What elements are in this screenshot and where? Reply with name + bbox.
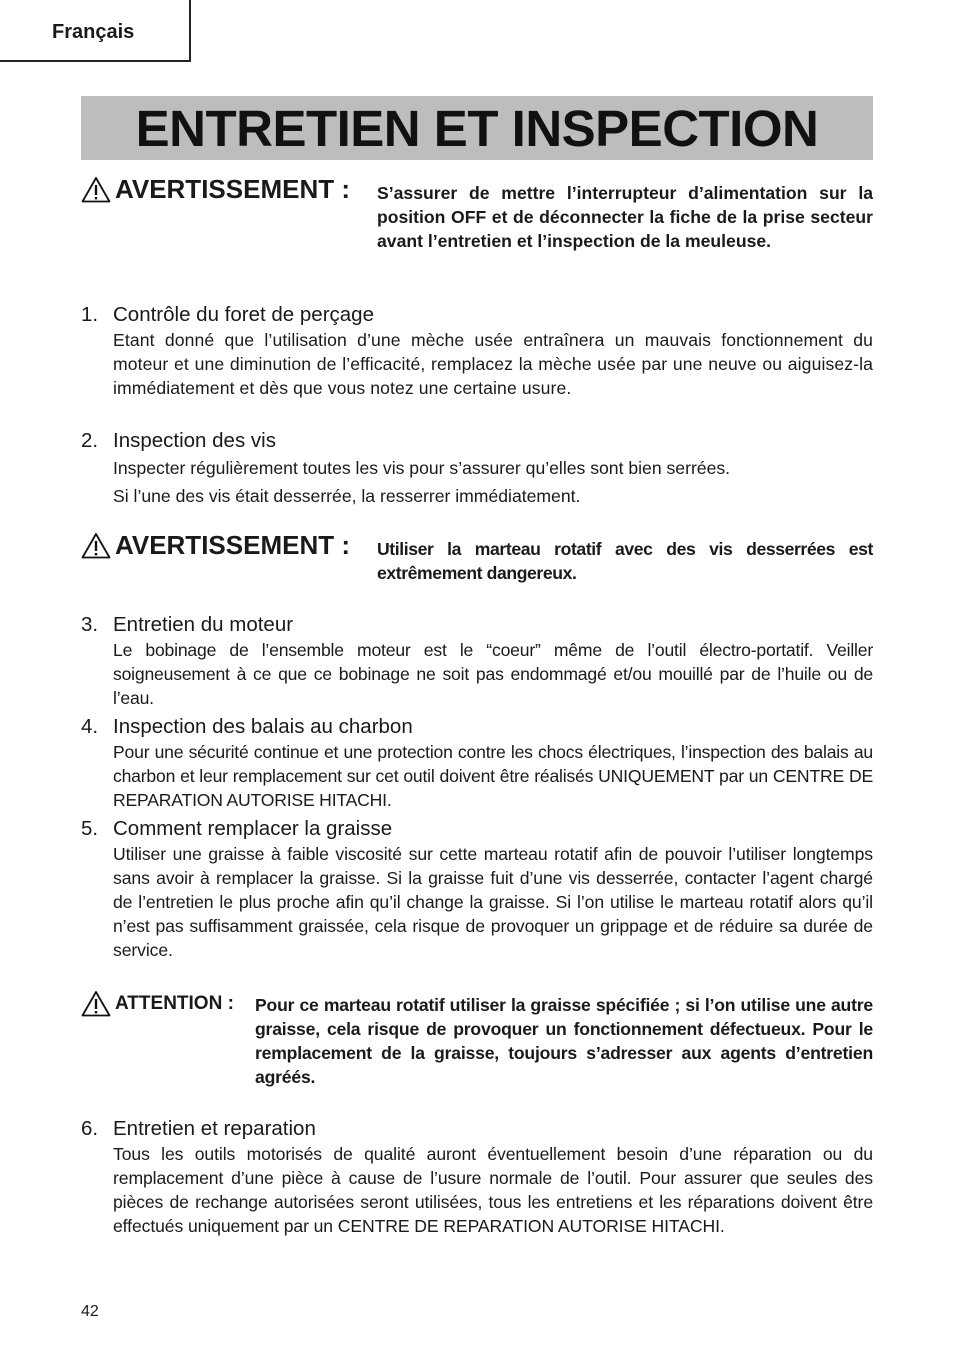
warning-triangle-icon	[81, 176, 111, 203]
item-body	[113, 740, 873, 812]
item-number: 5.	[81, 817, 99, 840]
language-label: Français	[52, 21, 135, 43]
item-number: 4.	[81, 715, 99, 738]
item-heading	[81, 816, 873, 842]
item-body	[113, 328, 873, 400]
warning-heading	[81, 530, 350, 561]
warning-text: S’assurer de mettre l’interrupteur d’alimentation sur la position OFF et de déconnecter la fiche de la prise secteur avant l’entretien et l’inspection de la meuleuse.	[377, 183, 873, 251]
list-item-5	[81, 816, 873, 962]
warning-triangle-icon	[81, 990, 111, 1017]
item-paragraph: Inspecter régulièrement toutes les vis pour s’assurer qu’elles sont bien serrées.	[113, 458, 731, 478]
item-body	[113, 638, 873, 710]
attention-block	[81, 990, 873, 1092]
warning-label: AVERTISSEMENT :	[115, 530, 350, 560]
warning-triangle-icon	[81, 532, 111, 559]
item-paragraph: Tous les outils motorisés de qualité auront éventuellement besoin d’une réparation ou du remplacement d’une pièce à cause de l’usure normale de l’outil. Pour assurer que seules des pièces de rechange autorisées seront utilisées, tous les entretiens et les réparations doivent être effectués uniquement par un CENTRE DE REPARATION AUTORISE HITACHI.	[113, 1144, 873, 1236]
item-heading	[81, 714, 873, 740]
item-paragraph: Pour une sécurité continue et une protection contre les chocs électriques, l’inspection des balais au charbon et leur remplacement sur cet outil doivent être réalisés UNIQUEMENT par un CENTRE DE REPARATION AUTORISE HITACHI.	[113, 742, 873, 810]
warning-block-2	[81, 530, 873, 586]
item-title: Entretien et reparation	[113, 1117, 316, 1140]
item-heading	[81, 302, 873, 328]
item-title: Entretien du moteur	[113, 613, 294, 636]
item-paragraph: Le bobinage de l’ensemble moteur est le “coeur” même de l’outil électro-portatif. Veiller soigneusement à ce que ce bobinage ne soit pas endommagé et/ou mouillé par de l’huile ou de l’eau.	[113, 640, 873, 708]
list-item-6	[81, 1116, 873, 1238]
item-paragraph: Utiliser une graisse à faible viscosité sur cette marteau rotatif afin de pouvoir l’utiliser longtemps sans avoir à remplacer la graisse. Si la graisse fuit d’une vis desserrée, contacter l’agent chargé de l’entretien le plus proche afin qu’il change la graisse. Si l’on utilise le marteau rotatif alors qu’il n’est pas suffisamment graissée, cela risque de provoquer un grippage et de réduire sa durée de service.	[113, 844, 873, 960]
item-paragraph: Etant donné que l’utilisation d’une mèche usée entraînera un mauvais fonctionnement du moteur et une diminution de l’efficacité, remplacez la mèche usée par une neuve ou aiguisez-la immédiatement et dès que vous notez une certaine usure.	[113, 330, 873, 398]
list-item-4	[81, 714, 873, 812]
attention-label: ATTENTION :	[115, 992, 234, 1014]
language-tab	[0, 0, 191, 62]
item-heading	[81, 1116, 873, 1142]
attention-text: Pour ce marteau rotatif utiliser la graisse spécifiée ; si l’on utilise une autre graisse, cela risque de provoquer un fonctionnement défectueux. Pour le remplacement de la graisse, toujours s’adresser aux agents d’entretien agréés.	[255, 995, 873, 1087]
item-body	[113, 1142, 873, 1238]
item-number: 2.	[81, 429, 99, 452]
page-number: 42	[81, 1303, 99, 1320]
item-title: Contrôle du foret de perçage	[113, 303, 374, 326]
item-number: 1.	[81, 303, 99, 326]
item-number: 6.	[81, 1117, 99, 1140]
item-heading	[81, 612, 873, 638]
attention-heading	[81, 990, 234, 1017]
item-title: Inspection des vis	[113, 429, 276, 452]
item-title: Comment remplacer la graisse	[113, 817, 393, 840]
item-body	[113, 842, 873, 962]
warning-block-1	[81, 174, 873, 278]
list-item-3	[81, 612, 873, 710]
item-body	[113, 454, 873, 510]
warning-label: AVERTISSEMENT :	[115, 174, 350, 204]
item-number: 3.	[81, 613, 99, 636]
item-heading	[81, 428, 873, 454]
title-banner	[81, 96, 873, 160]
list-item-2	[81, 428, 873, 510]
warning-text: Utiliser la marteau rotatif avec des vis desserrées est extrêmement dangereux.	[377, 539, 873, 583]
warning-heading	[81, 174, 350, 205]
item-paragraph-2: Si l’une des vis était desserrée, la resserrer immédiatement.	[113, 486, 581, 506]
page-title: ENTRETIEN ET INSPECTION	[135, 99, 819, 157]
list-item-1	[81, 302, 873, 400]
item-title: Inspection des balais au charbon	[113, 715, 413, 738]
